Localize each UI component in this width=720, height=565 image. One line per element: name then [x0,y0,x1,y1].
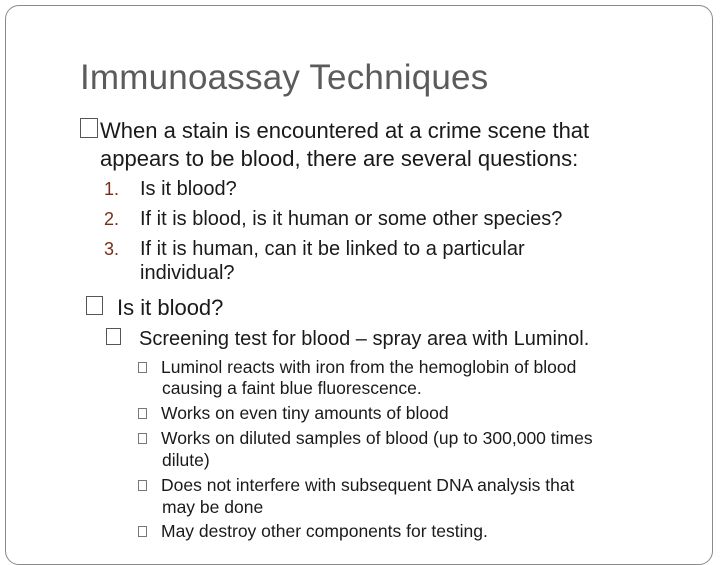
question-text: If it is human, can it be linked to a particular [140,238,525,260]
section-heading [86,295,223,321]
bullet-box-icon [80,118,98,138]
screening-line [106,328,589,351]
sub-bullet-text: Works on diluted samples of blood (up to 300,000 times [161,428,593,448]
screening-text: Screening test for blood – spray area with Luminol. [139,328,590,350]
intro-text-1: When a stain is encountered at a crime scene that [100,118,590,143]
bullet-box-icon [86,296,103,315]
bullet-box-icon [138,480,147,491]
sub-bullet-continued: may be done [162,497,264,517]
question-text: Is it blood? [140,178,237,200]
sub-bullet [138,474,574,497]
bullet-box-icon [138,362,147,373]
bullet-box-icon [138,433,147,444]
question-number: 1. [104,179,120,199]
intro-line-2: appears to be blood, there are several questions: [100,146,579,171]
intro-line-1 [80,117,589,145]
question-number: 3. [104,239,120,259]
sub-bullet-continued: dilute) [162,450,210,470]
sub-bullet-continued: causing a faint blue fluorescence. [162,378,422,398]
question-text-continued: individual? [140,262,235,284]
bullet-box-icon [138,408,147,419]
bullet-box-icon [106,328,121,345]
question-number: 2. [104,209,120,229]
question-item [104,178,237,201]
sub-bullet [138,427,593,450]
question-text: If it is blood, is it human or some other species? [140,208,563,230]
sub-bullet [138,402,449,425]
section-heading-text: Is it blood? [117,295,224,320]
sub-bullet-text: Luminol reacts with iron from the hemoglobin of blood [161,357,577,377]
sub-bullet [138,356,576,379]
question-item [104,238,525,261]
slide-title: Immunoassay Techniques [80,58,489,97]
sub-bullet-text: Does not interfere with subsequent DNA analysis that [161,475,575,495]
question-item [104,208,562,231]
sub-bullet-text: Works on even tiny amounts of blood [161,403,449,423]
sub-bullet-text: May destroy other components for testing. [161,521,488,541]
bullet-box-icon [138,526,147,537]
